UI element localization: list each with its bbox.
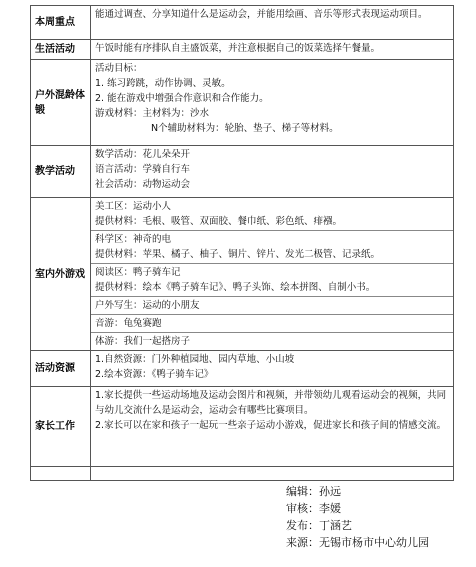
- row-parents: [31, 387, 454, 467]
- row-games: [31, 198, 454, 351]
- life-label: 生活活动: [31, 40, 91, 60]
- pe-game: 体游：我们一起搭房子: [95, 336, 191, 347]
- games-content: [91, 198, 454, 351]
- reading-materials: 提供材料：绘本《鸭子骑车记》、鸭子头饰、绘本拼图、自制小书。: [95, 282, 376, 293]
- games-label: 室内外游戏: [31, 198, 91, 351]
- row-outdoor: [31, 60, 454, 146]
- reviewer-credit: 审核：李媛: [286, 502, 341, 515]
- row-life: [31, 40, 454, 60]
- row-empty: [31, 467, 454, 481]
- resources-content: [91, 351, 454, 387]
- reading-title: 阅读区：鸭子骑车记: [95, 267, 181, 278]
- outdoor-line: N个辅助材料为：轮胎、垫子、梯子等材料。: [151, 123, 339, 134]
- reading-area: [91, 264, 453, 297]
- source-credit: 来源：无锡市杨市中心幼儿园: [286, 536, 429, 549]
- outdoor-line: 游戏材料：主材料为：沙水: [95, 108, 210, 119]
- row-teaching: [31, 146, 454, 198]
- credits: [286, 483, 429, 551]
- weekly-plan-table: [30, 5, 454, 481]
- row-resources: [31, 351, 454, 387]
- teaching-line: 数学活动：花儿朵朵开: [95, 149, 191, 160]
- life-text: 午饭时能有序排队自主盛饭菜，并注意根据自己的饭菜选择午餐量。: [91, 40, 454, 60]
- science-title: 科学区：神奇的电: [95, 234, 172, 245]
- music-game: 音游：龟兔赛跑: [91, 315, 453, 333]
- outdoor-label: 户外混龄体锻: [31, 60, 91, 146]
- art-title: 美工区：运动小人: [95, 201, 172, 212]
- teaching-line: 语言活动：学骑自行车: [95, 164, 191, 175]
- parents-content: [91, 387, 454, 467]
- parents-line: 1.家长提供一些运动场地及运动会图片和视频，并带领幼儿观看运动会的视频，共同与幼儿交流什么是运动会，运动会有哪些比赛项目。: [95, 390, 447, 416]
- empty-label-cell: [31, 467, 91, 481]
- science-materials: 提供材料：苹果、橘子、柚子、铜片、锌片、发光二极管、记录纸。: [95, 249, 381, 260]
- editor-credit: 编辑：孙远: [286, 485, 341, 498]
- outdoor-line: 2. 能在游戏中增强合作意识和合作能力。: [95, 93, 269, 104]
- teaching-line: 社会活动：动物运动会: [95, 179, 191, 190]
- outdoor-sketch: 户外写生：运动的小朋友: [91, 297, 453, 315]
- resources-line: 2.绘本资源：《鸭子骑车记》: [95, 369, 214, 380]
- art-materials: 提供材料：毛根、吸管、双面胶、餐巾纸、彩色纸、痱襁。: [95, 216, 343, 227]
- row-focus: [31, 6, 454, 40]
- empty-content-cell: [91, 467, 454, 481]
- publisher-credit: 发布：丁涵艺: [286, 519, 352, 532]
- science-area: [91, 231, 453, 264]
- resources-line: 1.自然资源：门外种植园地、园内草地、小山坡: [95, 354, 295, 365]
- art-area: [91, 198, 453, 231]
- teaching-content: [91, 146, 454, 198]
- outdoor-content: [91, 60, 454, 146]
- focus-label: 本周重点: [31, 6, 91, 40]
- teaching-label: 教学活动: [31, 146, 91, 198]
- parents-line: 2.家长可以在家和孩子一起玩一些亲子运动小游戏，促进家长和孩子间的情感交流。: [95, 420, 447, 431]
- resources-label: 活动资源: [31, 351, 91, 387]
- parents-label: 家长工作: [31, 387, 91, 467]
- focus-text: 能通过调查、分享知道什么是运动会，并能用绘画、音乐等形式表现运动项目。: [91, 6, 454, 40]
- outdoor-line: 活动目标：: [95, 63, 143, 74]
- outdoor-line: 1. 练习跨跳，动作协调、灵敏。: [95, 78, 231, 89]
